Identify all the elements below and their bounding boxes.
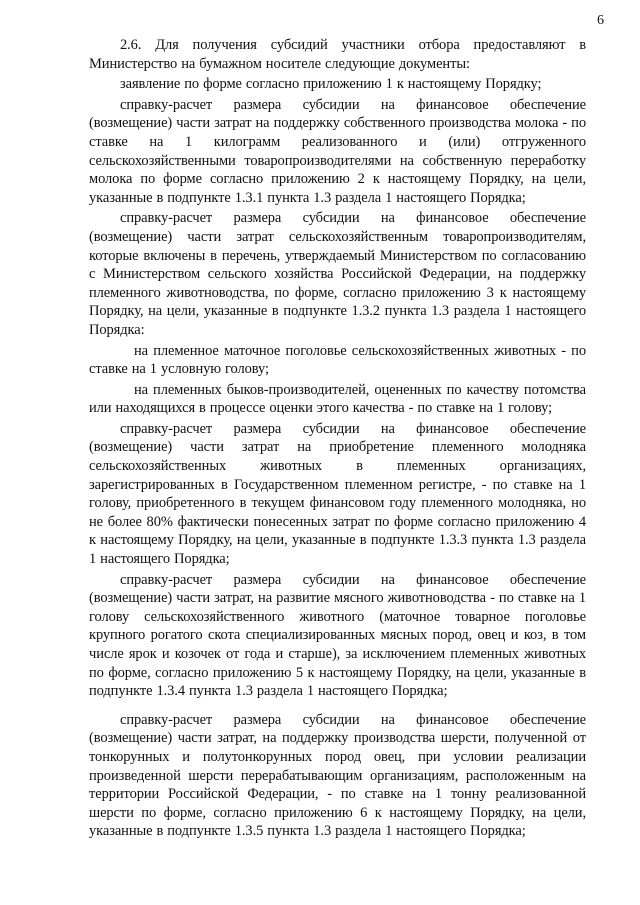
sub-item-breeding-bulls: на племенных быков-производителей, оцененных по качеству потомства или находящихся в процессе оценки этого качества - по ставке на 1 голову;	[89, 381, 586, 417]
list-item-breeding-subsidy: справку-расчет размера субсидии на финансовое обеспечение (возмещение) части затрат сельскохозяйственным товаропроизводителям, которые включены в перечень, утверждаемый Министерством по согласованию с Министерством сельского хозяйства Российской Федерации, на поддержку племенного животноводства, по форме, согласно приложению 3 к настоящему Порядку, на цели, указанные в подпункте 1.3.2 пункта 1.3 раздела 1 настоящего Порядка:	[89, 210, 586, 338]
list-item-young-stock-subsidy: справку-расчет размера субсидии на финансовое обеспечение (возмещение) части затрат на приобретение племенного молодняка сельскохозяйственных животных в племенных организациях, зарегистрированных в Государственном племенном регистре, - по ставке на 1 голову, приобретенного в текущем финансовом году племенного молодняка, но не более 80% фактически понесенных затрат по форме согласно приложению 4 к настоящему Порядку, на цели, указанные в подпункте 1.3.3 пункта 1.3 раздела 1 настоящего Порядка;	[89, 420, 586, 568]
sub-item-breeding-stock: на племенное маточное поголовье сельскохозяйственных животных - по ставке на 1 условную голову;	[89, 342, 586, 378]
list-item-application: заявление по форме согласно приложению 1 к настоящему Порядку;	[120, 76, 542, 93]
list-item-milk-subsidy: справку-расчет размера субсидии на финансовое обеспечение (возмещение) части затрат на поддержку собственного производства молока - по ставке на 1 килограмм реализованного и (или) отгруженного сельскохозяйственными товаропроизводителями на собственную переработку молока по форме согласно приложению 2 к настоящему Порядку, на цели, указанные в подпункте 1.3.1 пункта 1.3 раздела 1 настоящего Порядка;	[89, 96, 586, 206]
list-item-meat-subsidy: справку-расчет размера субсидии на финансовое обеспечение (возмещение) части затрат, на развитие мясного животноводства - по ставке на 1 голову сельскохозяйственного животного (маточное товарное поголовье крупного рогатого скота специализированных мясных пород, овец и коз, в том числе ярок и козочек от года и старше), за исключением племенных животных по форме, согласно приложению 5 к настоящему Порядку, на цели, указанные в подпункте 1.3.4 пункта 1.3 раздела 1 настоящего Порядка;	[89, 571, 586, 700]
page-number: 6	[597, 13, 604, 28]
document-body	[89, 36, 586, 843]
paragraph-2-6-intro: 2.6. Для получения субсидий участники отбора предоставляют в Министерство на бумажном носителе следующие документы:	[89, 37, 586, 72]
list-item-wool-subsidy: справку-расчет размера субсидии на финансовое обеспечение (возмещение) части затрат, на поддержку производства шерсти, полученной от тонкорунных и полутонкорунных пород овец, при условии реализации произведенной шерсти перерабатывающим организациям, расположенным на территории Российской Федерации, - по ставке на 1 тонну реализованной шерсти по форме, согласно приложению 6 к настоящему Порядку, на цели, указанные в подпункте 1.3.5 пункта 1.3 раздела 1 настоящего Порядка;	[89, 711, 586, 840]
